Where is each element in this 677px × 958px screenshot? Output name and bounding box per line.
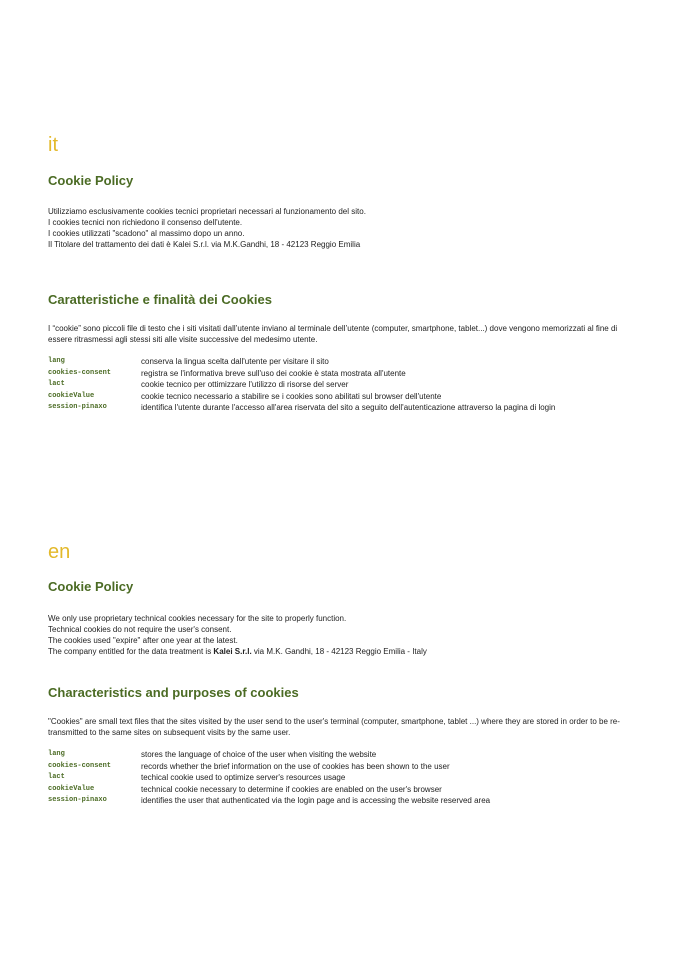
section-title-en: Characteristics and purposes of cookies <box>48 685 299 700</box>
section-title-it: Caratteristiche e finalità dei Cookies <box>48 292 272 307</box>
table-row <box>48 379 648 391</box>
controller-prefix: The company entitled for the data treatment is <box>48 647 214 656</box>
cookie-description: technical cookie necessary to determine if cookies are enabled on the user's browser <box>141 784 442 794</box>
cookie-name: lang <box>48 750 65 758</box>
cookie-description: identifica l'utente durante l'accesso all'area riservata del sito a seguito dell'autenticazione attraverso la pagina di login <box>141 403 556 412</box>
intro-line: Il Titolare del trattamento dei dati è Kalei S.r.l. via M.K.Gandhi, 18 - 42123 Reggio Emilia <box>48 240 361 249</box>
cookie-policy-title-en: Cookie Policy <box>48 579 134 594</box>
cookie-description: cookie tecnico per ottimizzare l'utilizzo di risorse del server <box>141 380 349 389</box>
table-row <box>48 772 648 784</box>
cookie-description: cookie tecnico necessario a stabilire se i cookies sono abilitati sul browser dell'utente <box>141 391 442 401</box>
table-row <box>48 356 648 368</box>
cookie-description: stores the language of choice of the user when visiting the website <box>141 750 377 759</box>
cookie-table-en <box>48 749 648 807</box>
cookie-name: cookieValue <box>48 391 95 400</box>
cookie-table-it <box>48 356 648 414</box>
intro-line: Technical cookies do not require the user's consent. <box>48 625 232 634</box>
table-row <box>48 784 648 796</box>
table-row <box>48 368 648 380</box>
table-row <box>48 761 648 773</box>
cookie-description: records whether the brief information on the use of cookies has been shown to the user <box>141 761 450 771</box>
lang-heading-en: en <box>48 541 71 563</box>
cookie-description: registra se l'informativa breve sull'uso dei cookie è stata mostrata all'utente <box>141 368 406 378</box>
cookie-description: identifies the user that authenticated via the login page and is accessing the website reserved area <box>141 796 491 805</box>
controller-suffix: via M.K. Gandhi, 18 - 42123 Reggio Emilia - Italy <box>251 647 427 656</box>
cookie-name: lang <box>48 357 65 365</box>
cookie-name: session-pinaxo <box>48 403 107 411</box>
section-text-en: "Cookies" are small text files that the sites visited by the user send to the user's terminal (computer, smartphone, tablet ...) where they are stored in order to be re-transmitted to the same sites on subsequent visits by the same user. <box>48 717 620 737</box>
intro-line: I cookies tecnici non richiedono il consenso dell'utente. <box>48 218 243 227</box>
controller-name: Kalei S.r.l. <box>213 647 252 656</box>
intro-line <box>48 646 638 657</box>
intro-line: We only use proprietary technical cookies necessary for the site to properly function. <box>48 614 347 623</box>
cookie-name: cookieValue <box>48 784 95 793</box>
cookie-name: cookies-consent <box>48 368 112 377</box>
table-row <box>48 402 648 414</box>
cookie-name: lact <box>48 380 65 388</box>
table-row <box>48 795 648 807</box>
intro-text-en <box>48 613 638 657</box>
lang-heading-it: it <box>48 134 58 156</box>
table-row <box>48 391 648 403</box>
intro-line: Utilizziamo esclusivamente cookies tecnici proprietari necessari al funzionamento del sito. <box>48 207 366 216</box>
intro-line: The cookies used "expire" after one year at the latest. <box>48 636 238 645</box>
table-row <box>48 749 648 761</box>
cookie-name: session-pinaxo <box>48 796 107 804</box>
cookie-name: lact <box>48 773 65 781</box>
cookie-description: conserva la lingua scelta dall'utente per visitare il sito <box>141 357 329 366</box>
intro-text-it <box>48 206 638 250</box>
cookie-description: techical cookie used to optimize server's resources usage <box>141 773 346 782</box>
intro-line: I cookies utilizzati "scadono" al massimo dopo un anno. <box>48 229 245 238</box>
cookie-policy-title-it: Cookie Policy <box>48 173 134 188</box>
cookie-name: cookies-consent <box>48 761 112 770</box>
section-text-it: I “cookie” sono piccoli file di testo che i siti visitati dall’utente inviano al terminale dell’utente (computer, smartphone, tablet...) dove vengono memorizzati al fine di essere ritrasmessi agli stessi siti alle visite successive del medesimo utente. <box>48 324 618 344</box>
